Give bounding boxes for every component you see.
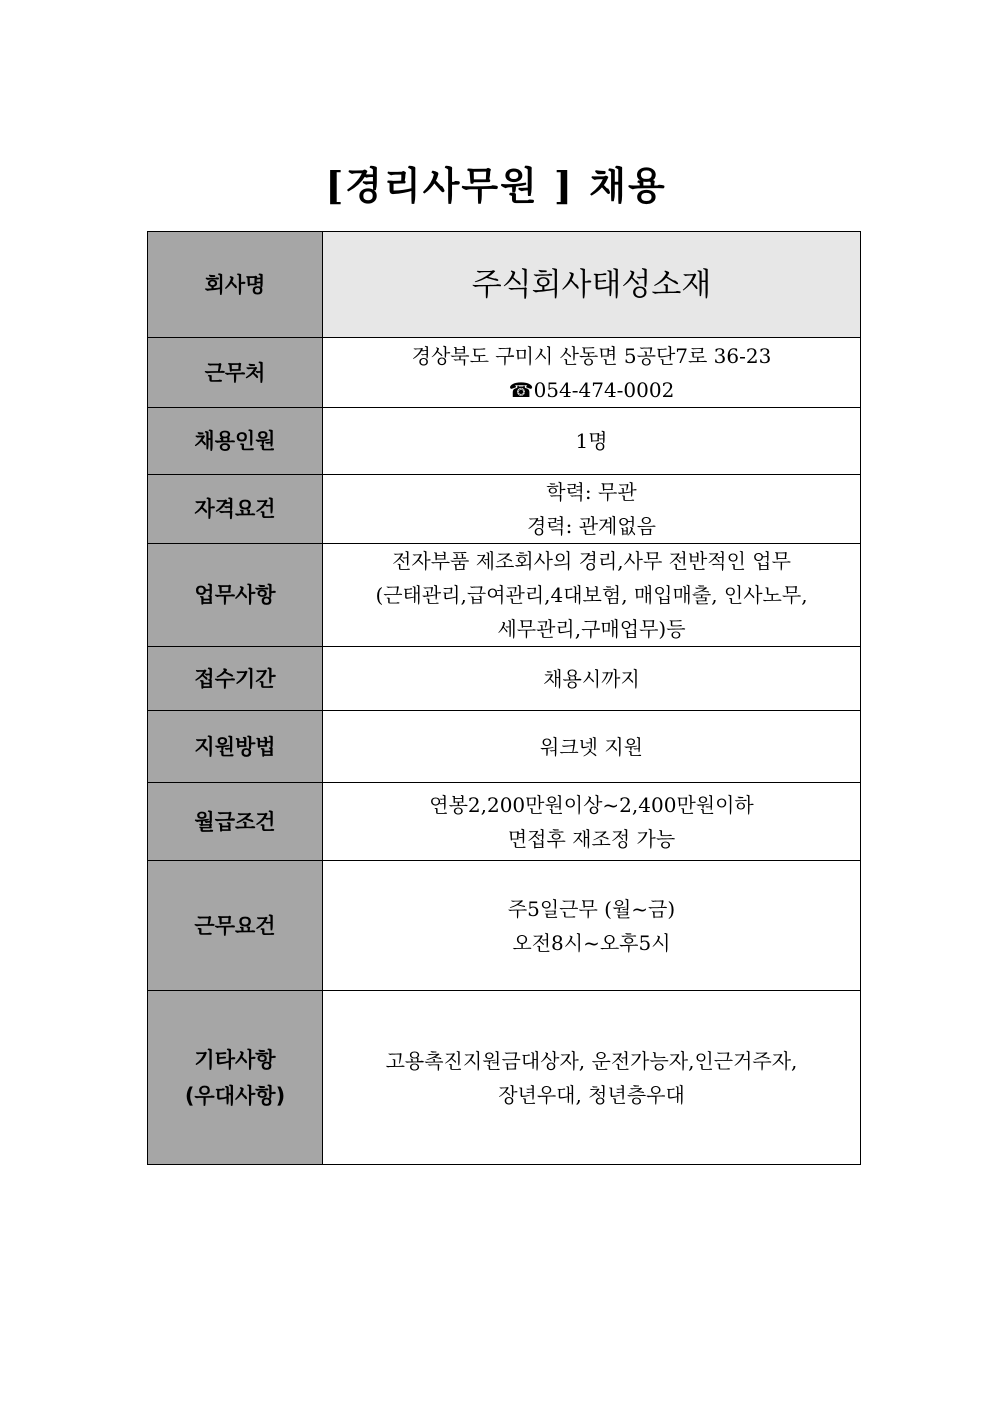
label-line: (우대사항) <box>184 1083 286 1108</box>
table-row-workplace <box>148 338 861 408</box>
value-line: 학력: 무관 <box>546 480 637 504</box>
label-company-name <box>148 232 323 338</box>
value-line: 경상북도 구미시 산동면 5공단7로 36-23 <box>411 343 772 368</box>
value-line: 경력: 관계없음 <box>526 514 656 538</box>
label-line: 회사명 <box>204 272 266 297</box>
label-salary <box>148 783 323 861</box>
value-line: 채용시까지 <box>543 666 640 691</box>
table-row-application-method <box>148 711 861 783</box>
value-line: 고용촉진지원금대상자, 운전가능자,인근거주자, <box>385 1048 798 1073</box>
value-line: 전자부품 제조회사의 경리,사무 전반적인 업무 <box>392 549 791 573</box>
value-line: 1명 <box>575 429 608 453</box>
value-work-conditions <box>323 861 861 991</box>
value-other-notes <box>323 991 861 1165</box>
label-line: 근무요건 <box>194 913 276 938</box>
table-row-work-conditions <box>148 861 861 991</box>
table-row-other-notes <box>148 991 861 1165</box>
table-row-duties <box>148 544 861 647</box>
page-title: [경리사무원 ] 채용 <box>325 163 667 208</box>
value-line: 오전8시~오후5시 <box>512 930 671 955</box>
label-workplace <box>148 338 323 408</box>
label-other-notes <box>148 991 323 1165</box>
value-headcount <box>323 408 861 475</box>
label-qualifications <box>148 475 323 544</box>
label-line: 채용인원 <box>194 429 276 453</box>
label-line: 업무사항 <box>194 583 276 607</box>
value-line: 연봉2,200만원이상~2,400만원이하 <box>429 792 754 817</box>
label-line: 근무처 <box>204 360 266 385</box>
label-line: 지원방법 <box>194 734 276 759</box>
value-salary <box>323 783 861 861</box>
value-company-name <box>323 232 861 338</box>
value-application-period <box>323 647 861 711</box>
table-row-application-period <box>148 647 861 711</box>
value-line: 워크넷 지원 <box>540 734 643 759</box>
table-row-qualifications <box>148 475 861 544</box>
label-line: 월급조건 <box>194 809 276 834</box>
value-line: 세무관리,구매업무)등 <box>497 617 686 641</box>
value-line: 면접후 재조정 가능 <box>507 826 676 851</box>
label-headcount <box>148 408 323 475</box>
value-line: 주5일근무 (월~금) <box>507 896 676 921</box>
value-qualifications <box>323 475 861 544</box>
value-line: ☎054-474-0002 <box>508 377 675 402</box>
table-row-salary <box>148 783 861 861</box>
label-duties <box>148 544 323 647</box>
value-line: 장년우대, 청년층우대 <box>498 1082 685 1107</box>
label-line: 기타사항 <box>194 1047 276 1072</box>
label-line: 자격요건 <box>194 497 276 521</box>
table-row-headcount <box>148 408 861 475</box>
job-posting-table <box>147 231 861 1165</box>
label-line: 접수기간 <box>194 666 276 691</box>
value-line: 주식회사태성소재 <box>471 266 712 303</box>
value-line: (근태관리,급여관리,4대보험, 매입매출, 인사노무, <box>375 583 808 607</box>
label-application-method <box>148 711 323 783</box>
value-application-method <box>323 711 861 783</box>
label-work-conditions <box>148 861 323 991</box>
value-duties <box>323 544 861 647</box>
value-workplace <box>323 338 861 408</box>
table-row-company <box>148 232 861 338</box>
label-application-period <box>148 647 323 711</box>
